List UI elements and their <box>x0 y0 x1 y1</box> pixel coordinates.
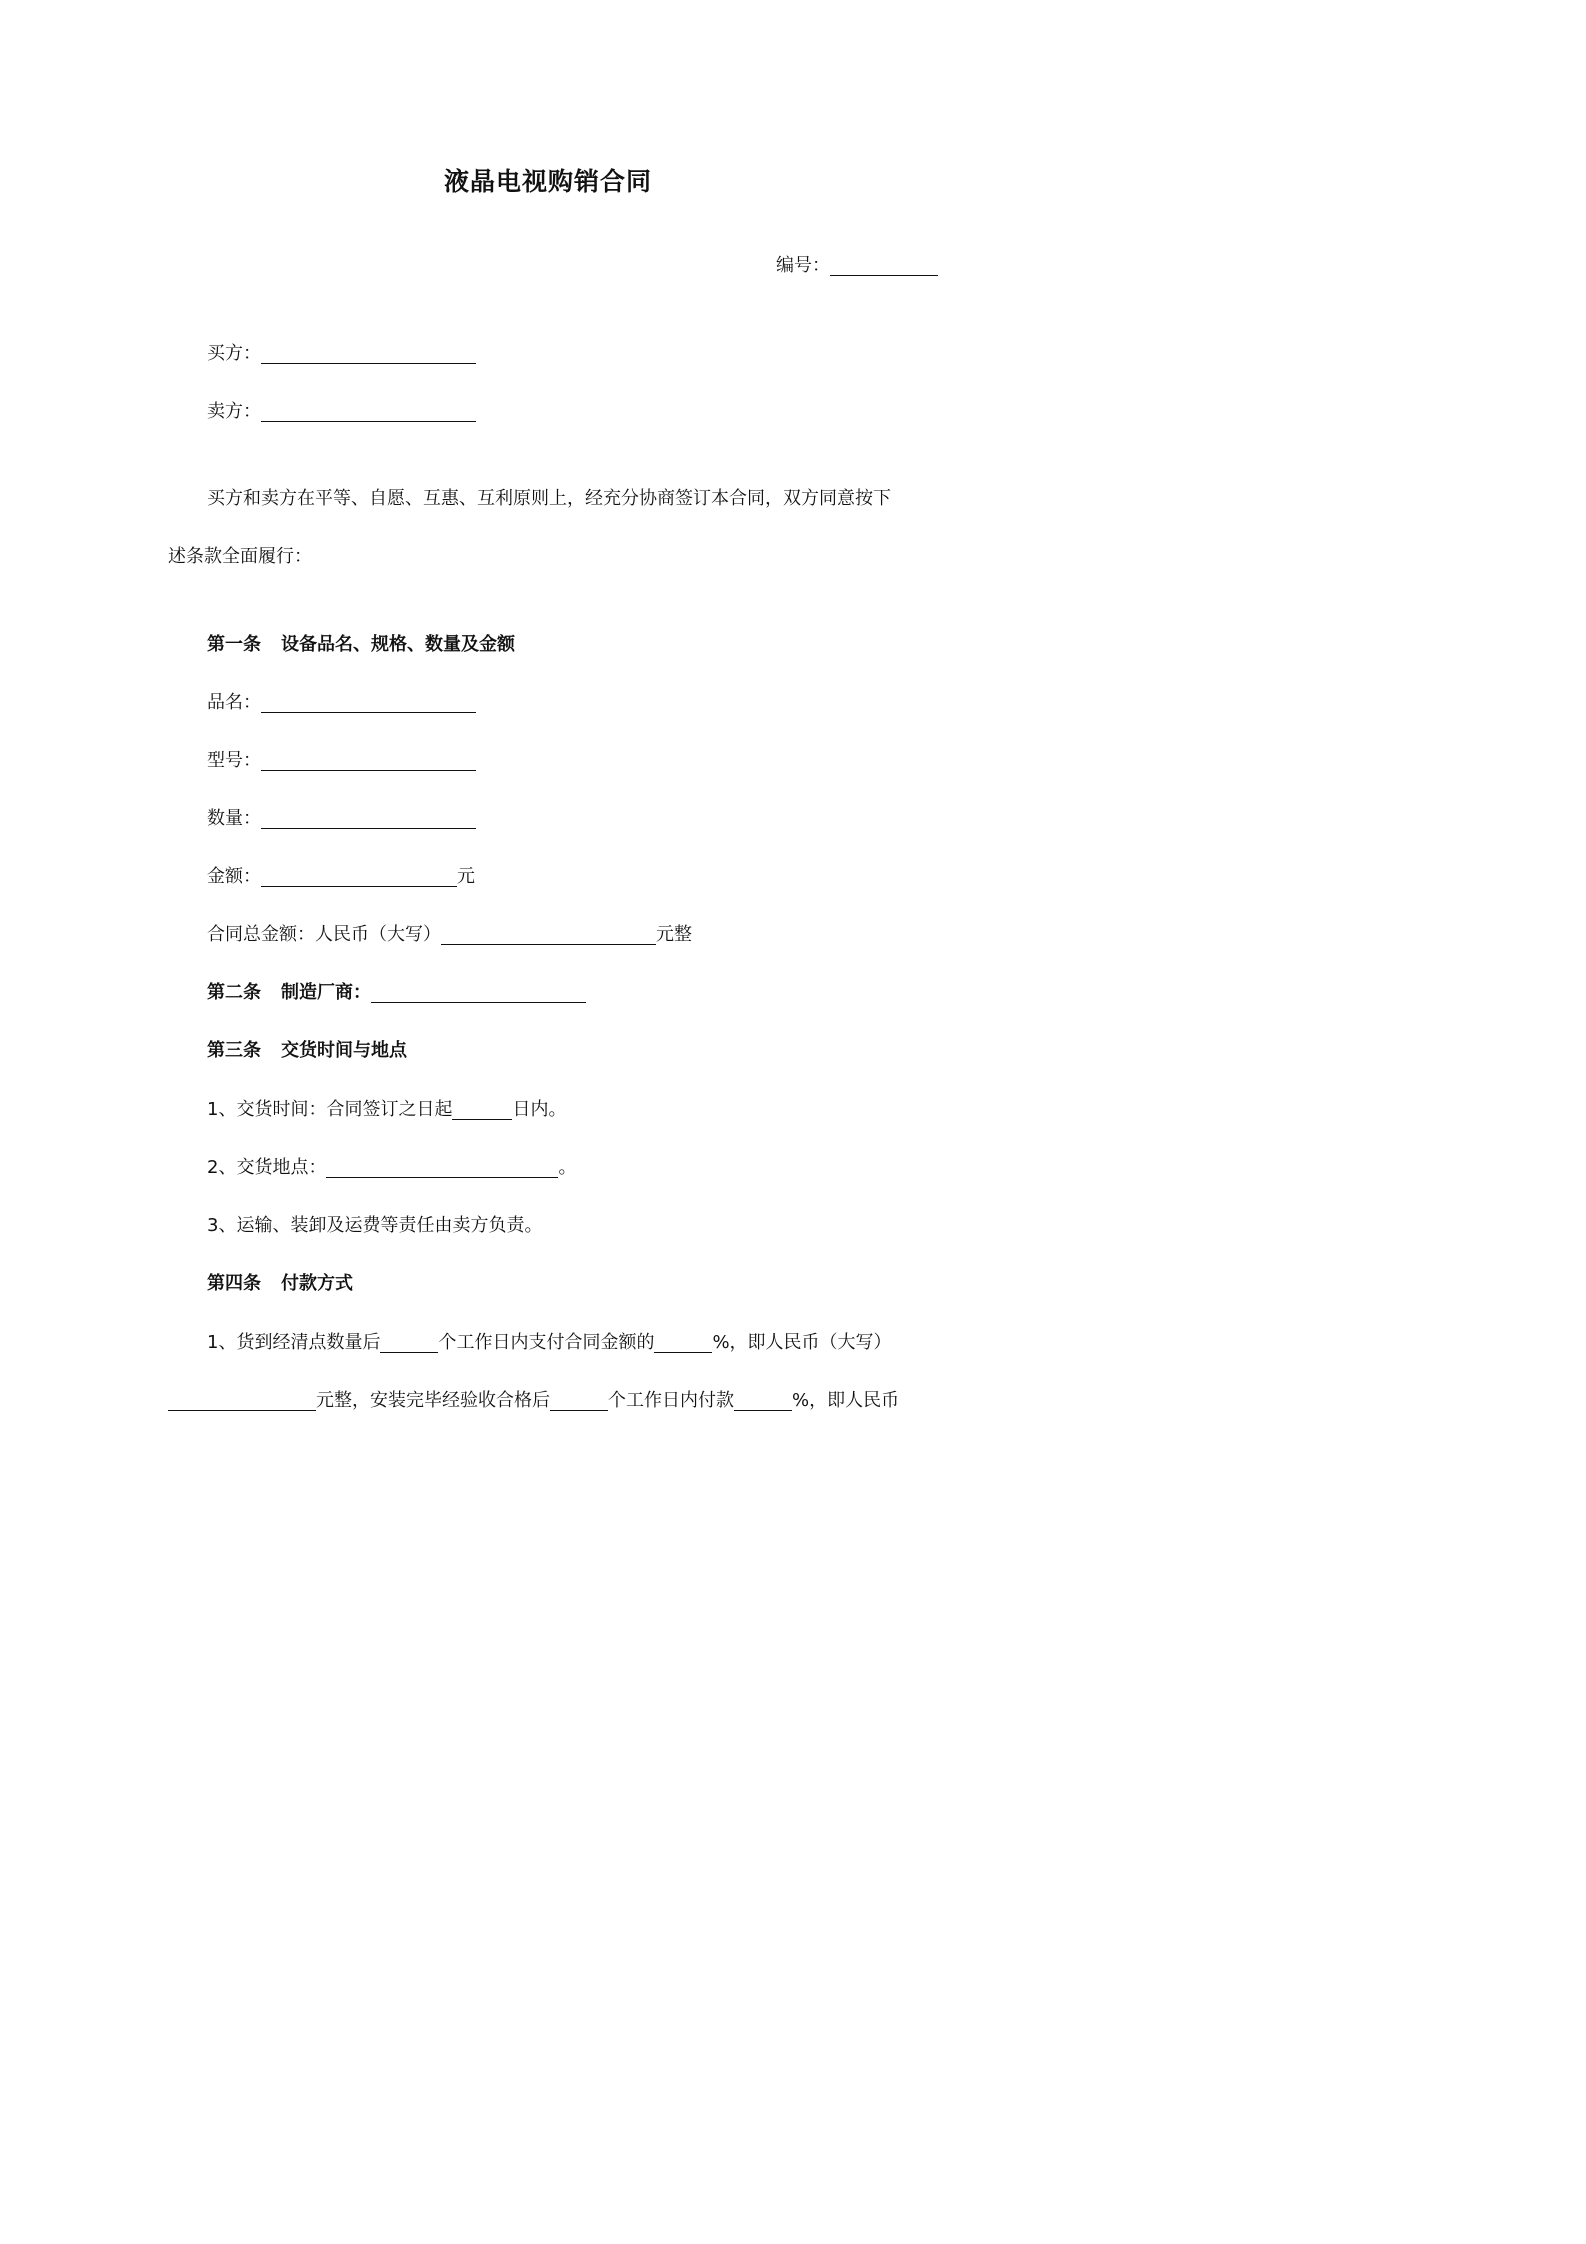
model-label: 型号： <box>207 750 261 771</box>
contract-number-blank[interactable] <box>830 257 938 276</box>
article-2-number: 第二条 <box>207 982 261 1003</box>
buyer-line <box>207 342 476 366</box>
buyer-label: 买方： <box>207 343 261 364</box>
product-line <box>207 691 476 715</box>
article-2-title: 制造厂商： <box>281 982 371 1003</box>
intro-line-1: 买方和卖方在平等、自愿、互惠、互利原则上，经充分协商签订本合同，双方同意按下 <box>207 488 891 509</box>
payment-1-b: 个工作日内支付合同金额的 <box>438 1332 655 1353</box>
payment-line-2 <box>168 1389 899 1413</box>
article-3-heading <box>207 1039 407 1063</box>
article-1-title: 设备品名、规格、数量及金额 <box>281 634 515 655</box>
transport-line: 3、运输、装卸及运费等责任由卖方负责。 <box>207 1215 543 1236</box>
article-1-number: 第一条 <box>207 634 261 655</box>
amount-unit: 元 <box>457 866 475 887</box>
payment-days-blank-1[interactable] <box>380 1334 438 1353</box>
article-1-heading <box>207 633 515 657</box>
payment-2-c: %，即人民币 <box>792 1390 900 1411</box>
model-blank[interactable] <box>261 752 476 771</box>
article-4-number: 第四条 <box>207 1273 261 1294</box>
manufacturer-blank[interactable] <box>371 984 586 1003</box>
seller-line <box>207 400 476 424</box>
seller-label: 卖方： <box>207 401 261 422</box>
payment-percent-blank-1[interactable] <box>654 1334 712 1353</box>
amount-label: 金额： <box>207 866 261 887</box>
contract-title: 液晶电视购销合同 <box>444 167 653 196</box>
quantity-label: 数量： <box>207 808 261 829</box>
payment-percent-blank-2[interactable] <box>734 1392 792 1411</box>
article-2-heading <box>207 981 586 1005</box>
delivery-place-line <box>207 1156 576 1180</box>
seller-blank[interactable] <box>261 403 476 422</box>
total-suffix: 元整 <box>656 924 692 945</box>
buyer-blank[interactable] <box>261 345 476 364</box>
payment-1-c: %，即人民币（大写） <box>712 1332 892 1353</box>
delivery-days-blank[interactable] <box>452 1101 512 1120</box>
payment-days-blank-2[interactable] <box>550 1392 608 1411</box>
article-4-heading <box>207 1272 353 1296</box>
payment-2-a: 元整，安装完毕经验收合格后 <box>316 1390 550 1411</box>
total-label: 合同总金额：人民币（大写） <box>207 924 441 945</box>
payment-amount-blank-1[interactable] <box>168 1392 316 1411</box>
total-line <box>207 923 692 947</box>
amount-blank[interactable] <box>261 868 457 887</box>
payment-1-a: 1、货到经清点数量后 <box>207 1332 381 1353</box>
delivery-time-prefix: 1、交货时间：合同签订之日起 <box>207 1099 453 1120</box>
article-3-title: 交货时间与地点 <box>281 1040 407 1061</box>
article-4-title: 付款方式 <box>281 1273 353 1294</box>
product-label: 品名： <box>207 692 261 713</box>
quantity-blank[interactable] <box>261 810 476 829</box>
delivery-place-suffix: 。 <box>558 1157 577 1178</box>
delivery-time-suffix: 日内。 <box>512 1099 567 1120</box>
contract-number <box>776 254 938 278</box>
quantity-line <box>207 807 476 831</box>
delivery-time-line <box>207 1098 566 1122</box>
amount-line <box>207 865 475 889</box>
payment-2-b: 个工作日内付款 <box>608 1390 734 1411</box>
total-blank[interactable] <box>441 926 656 945</box>
intro-line-2: 述条款全面履行： <box>168 546 312 567</box>
product-blank[interactable] <box>261 694 476 713</box>
delivery-place-prefix: 2、交货地点： <box>207 1157 327 1178</box>
model-line <box>207 749 476 773</box>
delivery-place-blank[interactable] <box>326 1159 558 1178</box>
payment-line-1 <box>207 1331 892 1355</box>
article-3-number: 第三条 <box>207 1040 261 1061</box>
contract-number-label: 编号： <box>776 255 830 276</box>
